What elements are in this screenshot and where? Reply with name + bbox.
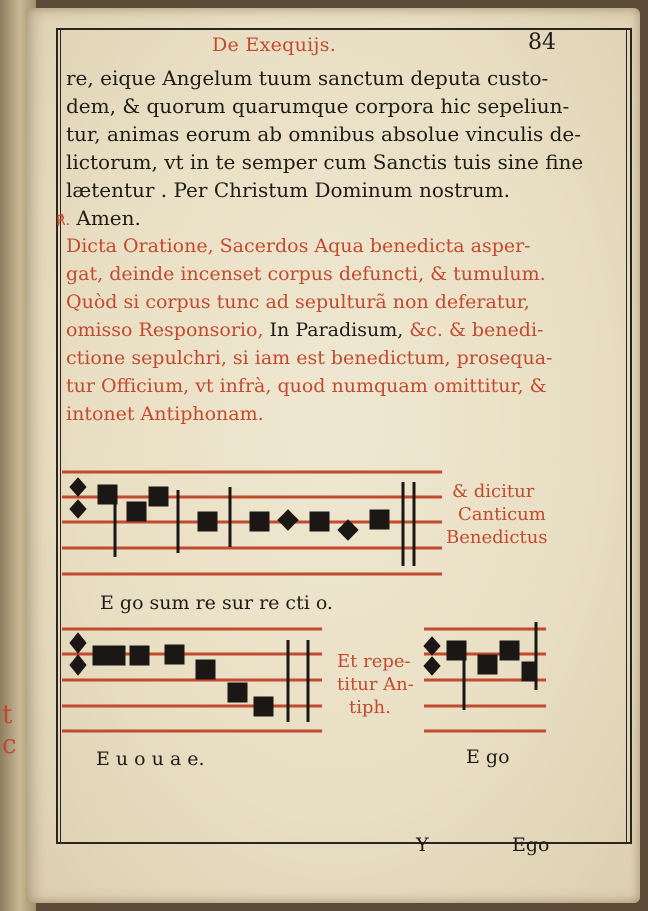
side-rubric-line: titur An- xyxy=(337,674,414,695)
chant-3-lyrics: E go xyxy=(466,746,510,768)
neume xyxy=(165,645,184,664)
staff-2-neumes xyxy=(70,633,308,722)
neume xyxy=(254,697,273,716)
rubric-line: ctione sepulchri, si iam est benedictum, prosequa- xyxy=(66,347,553,369)
page-number: 84 xyxy=(528,30,556,55)
prayer-line: re, eique Angelum tuum sanctum deputa custo- xyxy=(66,66,549,90)
neume xyxy=(310,512,329,531)
catchword-left: Y xyxy=(416,834,429,856)
neume xyxy=(500,641,519,660)
prayer-line: tur, animas eorum ab omnibus absolue vinculis de- xyxy=(66,122,581,146)
rubric-line: intonet Antiphonam. xyxy=(66,403,264,425)
neume-rhombus xyxy=(278,510,298,530)
rubric-segment: &c. & benedi- xyxy=(403,319,544,341)
previous-page-fragment: c xyxy=(2,730,17,760)
neume xyxy=(370,510,389,529)
neume xyxy=(130,646,149,665)
clef-mark xyxy=(70,500,86,518)
neume xyxy=(522,662,536,681)
rubric-line: gat, deinde incenset corpus defuncti, & tumulum. xyxy=(66,263,546,285)
neume xyxy=(196,660,215,679)
response-mark: ℟. xyxy=(56,213,71,229)
prayer-line: lætentur . Per Christum Dominum nostrum. xyxy=(66,178,510,202)
side-rubric-line: Canticum xyxy=(458,504,546,525)
rubric-segment: omisso Responsorio, xyxy=(66,319,270,341)
prayer-line: lictorum, vt in te semper cum Sanctis tuis sine fine xyxy=(66,150,584,174)
rubric-line: tur Officium, vt infrà, quod numquam omittitur, & xyxy=(66,375,547,397)
rubric-line: Dicta Oratione, Sacerdos Aqua benedicta asper- xyxy=(66,235,531,257)
chant-2-lyrics: E u o u a e. xyxy=(96,748,205,770)
previous-page-fragment: t xyxy=(2,700,13,730)
neume xyxy=(106,646,125,665)
neume xyxy=(478,655,497,674)
neume xyxy=(127,502,146,521)
side-rubric-1 xyxy=(446,480,548,549)
side-rubric-2 xyxy=(337,650,414,719)
amen: Amen. xyxy=(76,206,141,230)
clef-mark xyxy=(70,633,86,653)
staff-2 xyxy=(62,629,322,731)
neume xyxy=(198,512,217,531)
rubric-incipit: In Paradisum, xyxy=(269,319,404,341)
neume xyxy=(250,512,269,531)
clef-mark xyxy=(424,637,440,655)
side-rubric-line: Benedictus xyxy=(446,527,548,548)
side-rubric-line: tiph. xyxy=(349,697,391,718)
chant-1-lyrics: E go sum re sur re cti o. xyxy=(100,592,333,614)
staff-3-neumes xyxy=(424,622,536,710)
side-rubric-line: Et repe- xyxy=(337,651,411,672)
neume xyxy=(149,487,168,506)
clef-mark xyxy=(70,655,86,675)
side-rubric-line: & dicitur xyxy=(452,481,535,502)
neume xyxy=(228,683,247,702)
rubric-line: Quòd si corpus tunc ad sepulturã non deferatur, xyxy=(66,291,530,313)
prayer-line: dem, & quorum quarumque corpora hic sepeliun- xyxy=(66,94,570,118)
catchword-right: Ego xyxy=(512,834,550,856)
running-head: De Exequijs. xyxy=(212,34,337,56)
clef-mark xyxy=(70,478,86,496)
clef-mark xyxy=(424,657,440,675)
